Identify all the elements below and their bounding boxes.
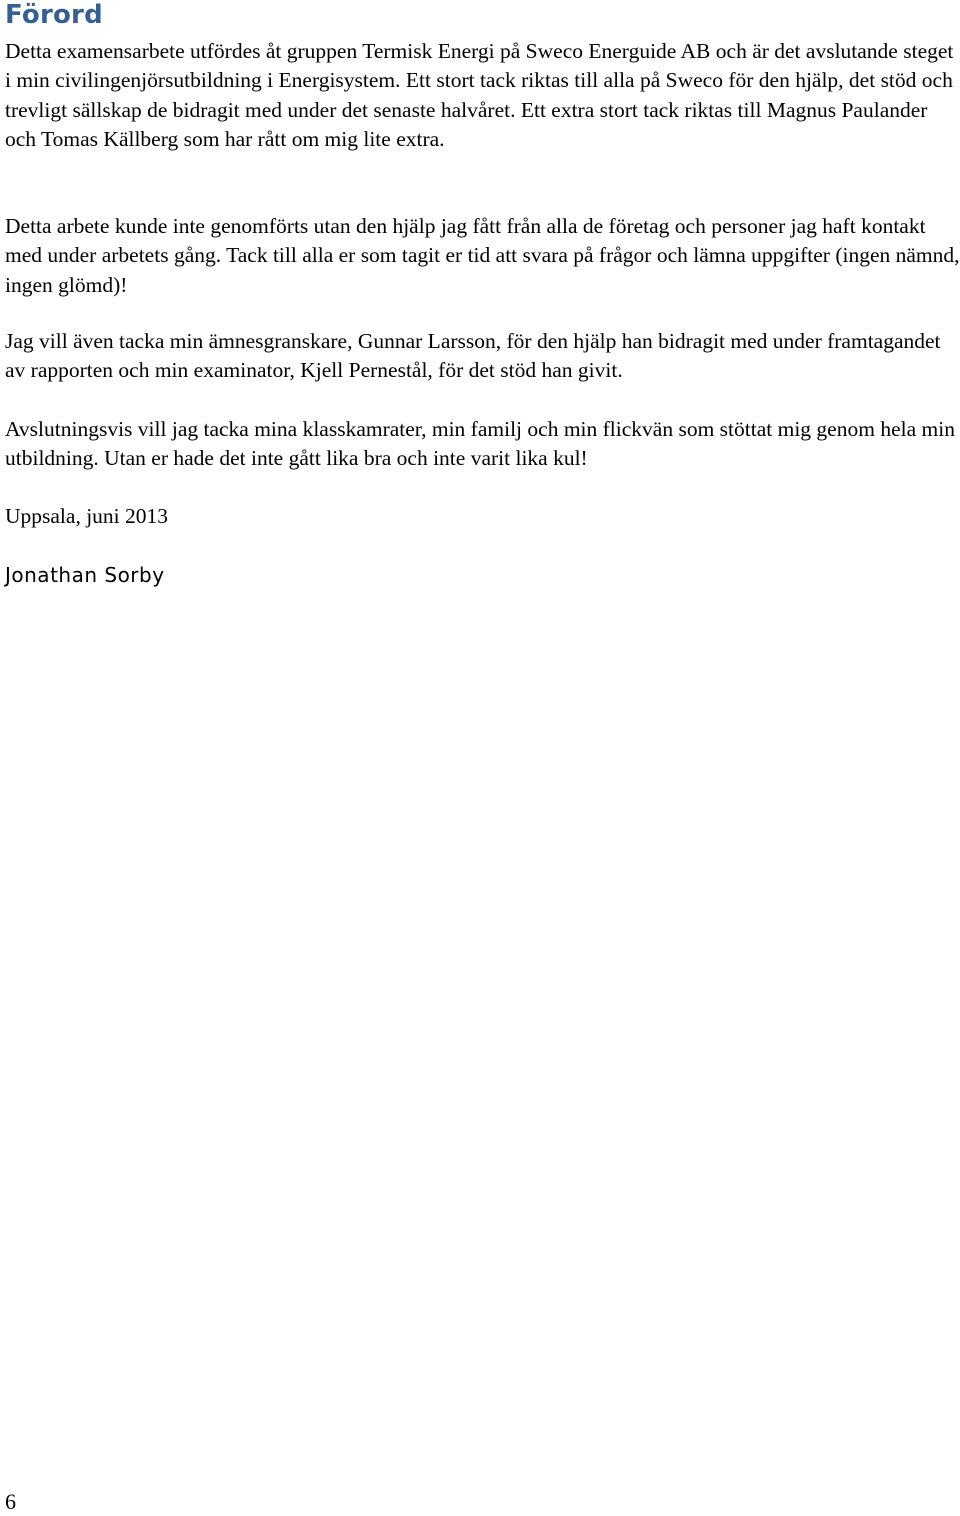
place-date: Uppsala, juni 2013 — [5, 504, 169, 528]
page-title: Förord — [5, 0, 103, 30]
paragraph-acknowledgement-family: Avslutningsvis vill jag tacka mina klasskamrater, min familj och min flickvän som stöttat mig genom hela min utbildning. Utan er hade det inte gått lika bra och inte varit lika kul! — [5, 417, 955, 471]
document-page — [5, 0, 960, 1515]
paragraph-acknowledgement-sweco: Detta examensarbete utfördes åt gruppen Termisk Energi på Sweco Energuide AB och är det avslutande steget i min civilingenjörsutbildning i Energisystem. Ett stort tack riktas till alla på Sweco för den hjälp, det stöd och trevligt sällskap de bidragit med under det senaste halvåret. Ett extra stort tack riktas till Magnus Paulander och Tomas Källberg som har rått om mig lite extra. — [5, 39, 954, 151]
page-number: 6 — [5, 1489, 16, 1514]
paragraph-acknowledgement-companies: Detta arbete kunde inte genomförts utan den hjälp jag fått från alla de företag och personer jag haft kontakt med under arbetets gång. Tack till alla er som tagit er tid att svara på frågor och lämna uppgifter (ingen nämnd, ingen glömd)! — [5, 214, 960, 297]
paragraph-acknowledgement-reviewers: Jag vill även tacka min ämnesgranskare, Gunnar Larsson, för den hjälp han bidragit med under framtagandet av rapporten och min examinator, Kjell Pernestål, för det stöd han givit. — [5, 329, 941, 383]
author-signature: Jonathan Sorby — [5, 563, 165, 587]
